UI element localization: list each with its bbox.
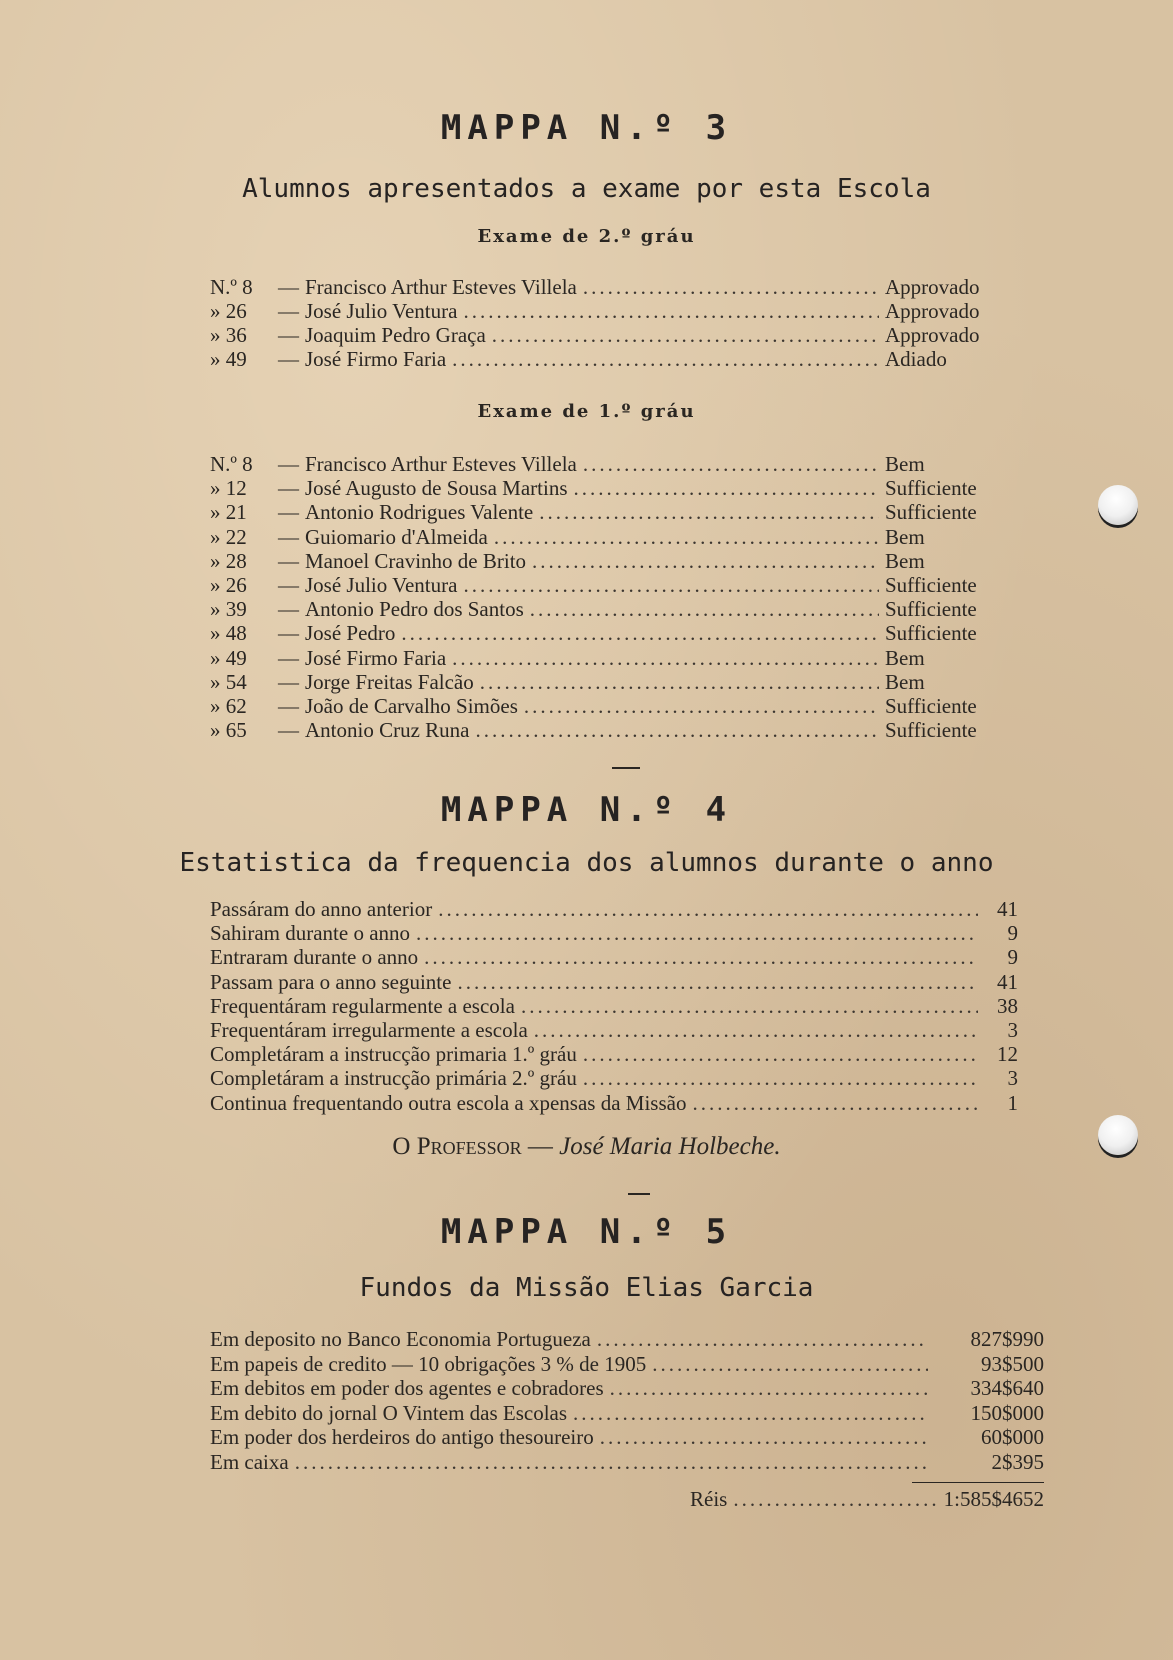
leader-dots [573, 1401, 928, 1425]
statistic-row [210, 945, 1018, 969]
student-name: Antonio Pedro dos Santos [305, 597, 524, 622]
statistic-row [210, 1042, 1018, 1066]
fund-row [210, 1450, 1044, 1474]
fund-row [210, 1425, 1044, 1449]
leader-dots [534, 1018, 978, 1042]
exam-1-row [210, 525, 995, 549]
exam-1-row [210, 646, 995, 670]
entry-number: » 39 [210, 597, 247, 622]
exam-2-row [210, 275, 995, 299]
dash-separator: — [278, 476, 299, 501]
leader-dots [452, 347, 879, 371]
exam-1-row [210, 476, 995, 500]
statistic-row [210, 1018, 1018, 1042]
professor-signature [0, 1133, 1173, 1161]
exam-result: Sufficiente [885, 694, 977, 718]
entry-number: » 36 [210, 323, 247, 347]
leader-dots [463, 573, 879, 597]
statistic-value: 9 [1007, 945, 1018, 970]
exam-result: Sufficiente [885, 621, 977, 646]
leader-dots [583, 275, 879, 299]
exam-1-row [210, 549, 995, 573]
statistic-row [210, 921, 1018, 945]
fund-row [210, 1401, 1044, 1425]
mappa-3-title: MAPPA N.º 3 [440, 108, 733, 148]
entry-number: » 48 [210, 621, 247, 646]
entry-number: » 65 [210, 718, 247, 743]
statistic-value: 3 [1007, 1018, 1018, 1042]
leader-dots [652, 1352, 928, 1376]
entry-number: » 54 [210, 669, 247, 694]
fund-label: Em caixa [210, 1449, 289, 1474]
student-name: José Julio Ventura [305, 573, 458, 597]
mappa-4-title: MAPPA N.º 4 [440, 790, 733, 830]
exam-2-heading: Exame de 2.º gráu [477, 226, 696, 247]
exam-1-row [210, 718, 995, 742]
statistic-label: Frequentáram regularmente a escola [210, 993, 515, 1018]
exam-result: Sufficiente [885, 597, 977, 622]
entry-number: » 49 [210, 645, 247, 670]
fund-row [210, 1376, 1044, 1400]
statistic-value: 9 [1007, 921, 1018, 946]
exam-1-row [210, 597, 995, 621]
statistic-label: Continua frequentando outra escola a xpensas da Missão [210, 1090, 687, 1115]
dash-separator: — [278, 694, 299, 718]
mappa-5-title: MAPPA N.º 5 [440, 1212, 733, 1252]
statistic-row [210, 970, 1018, 994]
statistic-value: 38 [997, 993, 1018, 1018]
exam-result: Sufficiente [885, 500, 977, 525]
funds-total-row [690, 1487, 1044, 1511]
student-name: José Pedro [305, 621, 396, 646]
student-name: João de Carvalho Simões [305, 694, 518, 718]
dash-separator: — [278, 669, 299, 694]
punch-hole [1098, 1115, 1138, 1155]
exam-2-row [210, 323, 995, 347]
dash-separator: — [278, 597, 299, 622]
fund-label: Em papeis de credito — 10 obrigações 3 % de 1905 [210, 1351, 647, 1376]
fund-value: 60$000 [981, 1425, 1044, 1449]
section-divider [628, 1193, 650, 1195]
leader-dots [692, 1091, 978, 1115]
statistic-value: 41 [997, 969, 1018, 994]
statistic-label: Completáram a instrucção primaria 1.º gráu [210, 1042, 577, 1067]
exam-result: Bem [885, 548, 925, 573]
section-divider [612, 767, 640, 769]
exam-result: Bem [885, 669, 925, 694]
signature-prefix: O Professor [392, 1133, 522, 1160]
entry-number: » 49 [210, 347, 247, 371]
fund-value: 334$640 [970, 1376, 1044, 1400]
leader-dots [733, 1487, 937, 1511]
statistic-label: Completáram a instrucção primária 2.º gráu [210, 1066, 577, 1091]
total-value: 1:585$4652 [943, 1487, 1044, 1511]
exam-result: Bem [885, 452, 925, 476]
entry-number: » 62 [210, 694, 247, 718]
signature-name: José Maria Holbeche. [559, 1133, 781, 1160]
statistic-row [210, 1091, 1018, 1115]
exam-1-row [210, 500, 995, 524]
leader-dots [457, 970, 978, 994]
leader-dots [574, 476, 880, 500]
student-name: Jorge Freitas Falcão [305, 669, 474, 694]
fund-value: 93$500 [981, 1351, 1044, 1376]
student-name: José Julio Ventura [305, 299, 458, 323]
leader-dots [530, 597, 879, 621]
exam-result: Sufficiente [885, 718, 977, 743]
dash-separator: — [278, 299, 299, 323]
leader-dots [524, 694, 879, 718]
exam-2-row [210, 299, 995, 323]
punch-hole [1098, 485, 1138, 525]
leader-dots [416, 921, 978, 945]
leader-dots [401, 621, 879, 645]
mappa-4-subtitle: Estatistica da frequencia dos alumnos durante o anno [179, 848, 994, 878]
fund-value: 827$990 [970, 1327, 1044, 1351]
statistic-row [210, 1066, 1018, 1090]
entry-number: N.º 8 [210, 275, 253, 299]
leader-dots [438, 897, 978, 921]
exam-result: Approvado [885, 275, 980, 299]
leader-dots [539, 500, 879, 524]
entry-number: » 26 [210, 573, 247, 597]
entry-number: N.º 8 [210, 452, 253, 476]
entry-number: » 21 [210, 500, 247, 525]
student-name: Francisco Arthur Esteves Villela [305, 275, 577, 299]
leader-dots [463, 299, 879, 323]
leader-dots [424, 945, 978, 969]
dash-separator: — [278, 275, 299, 299]
signature-separator: — [527, 1133, 553, 1160]
leader-dots [583, 1042, 978, 1066]
leader-dots [492, 323, 879, 347]
dash-separator: — [278, 524, 299, 549]
total-rule [912, 1482, 1044, 1483]
leader-dots [583, 1066, 978, 1090]
student-name: José Firmo Faria [305, 645, 447, 670]
leader-dots [480, 670, 879, 694]
total-label: Réis [690, 1487, 728, 1511]
fund-label: Em debitos em poder dos agentes e cobradores [210, 1376, 604, 1400]
exam-2-row [210, 347, 995, 371]
dash-separator: — [278, 573, 299, 597]
dash-separator: — [278, 452, 299, 476]
statistic-value: 41 [997, 897, 1018, 921]
fund-value: 2$395 [991, 1449, 1044, 1474]
exam-1-row [210, 452, 995, 476]
entry-number: » 26 [210, 299, 247, 323]
student-name: Manoel Cravinho de Brito [305, 548, 527, 573]
student-name: Antonio Rodrigues Valente [305, 500, 534, 525]
exam-result: Bem [885, 645, 925, 670]
leader-dots [600, 1425, 928, 1449]
statistic-value: 3 [1007, 1066, 1018, 1091]
entry-number: » 28 [210, 548, 247, 573]
fund-row [210, 1327, 1044, 1351]
dash-separator: — [278, 718, 299, 743]
statistic-label: Passam para o anno seguinte [210, 969, 452, 994]
statistic-row [210, 994, 1018, 1018]
exam-result: Adiado [885, 347, 947, 371]
statistic-label: Frequentáram irregularmente a escola [210, 1018, 528, 1042]
mappa-5-subtitle: Fundos da Missão Elias Garcia [359, 1273, 814, 1303]
dash-separator: — [278, 347, 299, 371]
exam-1-row [210, 694, 995, 718]
mappa-3-subtitle: Alumnos apresentados a exame por esta Escola [242, 174, 931, 204]
leader-dots [494, 525, 879, 549]
student-name: Antonio Cruz Runa [305, 718, 470, 743]
entry-number: » 22 [210, 524, 247, 549]
student-name: Guiomario d'Almeida [305, 524, 488, 549]
fund-value: 150$000 [970, 1400, 1044, 1425]
exam-result: Approvado [885, 299, 980, 323]
student-name: José Augusto de Sousa Martins [305, 476, 568, 501]
exam-result: Approvado [885, 323, 980, 347]
student-name: José Firmo Faria [305, 347, 447, 371]
leader-dots [583, 452, 879, 476]
dash-separator: — [278, 548, 299, 573]
dash-separator: — [278, 323, 299, 347]
statistic-value: 1 [1007, 1090, 1018, 1115]
dash-separator: — [278, 621, 299, 646]
statistic-label: Passáram do anno anterior [210, 897, 433, 921]
exam-result: Sufficiente [885, 476, 977, 501]
dash-separator: — [278, 500, 299, 525]
student-name: Joaquim Pedro Graça [305, 323, 486, 347]
leader-dots [597, 1327, 928, 1351]
exam-result: Bem [885, 524, 925, 549]
statistic-row [210, 897, 1018, 921]
leader-dots [532, 549, 879, 573]
entry-number: » 12 [210, 476, 247, 501]
fund-label: Em debito do jornal O Vintem das Escolas [210, 1400, 568, 1425]
statistic-label: Sahiram durante o anno [210, 921, 411, 946]
fund-label: Em deposito no Banco Economia Portugueza [210, 1327, 591, 1351]
exam-1-row [210, 670, 995, 694]
exam-1-row [210, 573, 995, 597]
leader-dots [295, 1450, 928, 1474]
statistic-label: Entraram durante o anno [210, 945, 419, 970]
leader-dots [521, 994, 978, 1018]
exam-1-heading: Exame de 1.º gráu [477, 401, 696, 422]
exam-result: Sufficiente [885, 573, 977, 597]
statistic-value: 12 [997, 1042, 1018, 1067]
fund-label: Em poder dos herdeiros do antigo thesoureiro [210, 1425, 594, 1449]
student-name: Francisco Arthur Esteves Villela [305, 452, 577, 476]
dash-separator: — [278, 645, 299, 670]
exam-1-row [210, 621, 995, 645]
leader-dots [610, 1376, 928, 1400]
fund-row [210, 1352, 1044, 1376]
leader-dots [475, 718, 879, 742]
leader-dots [452, 646, 879, 670]
